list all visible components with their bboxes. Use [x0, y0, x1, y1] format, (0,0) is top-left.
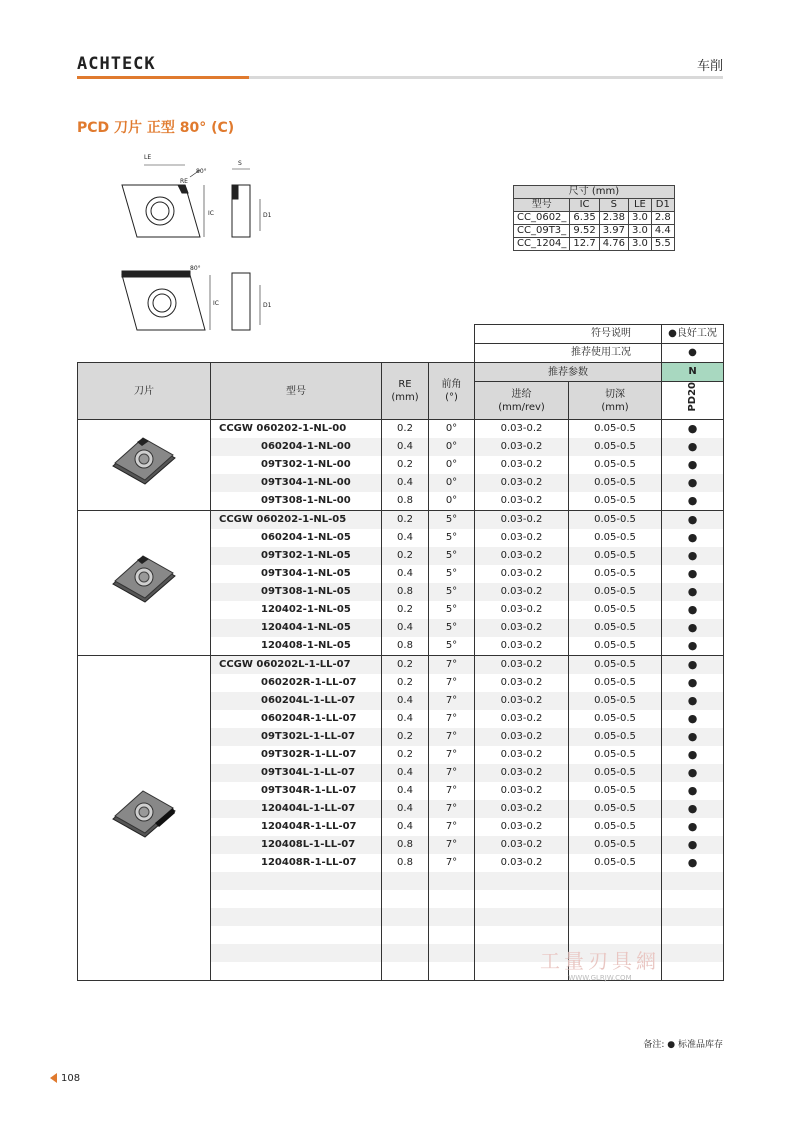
re-cell: 0.2: [382, 547, 429, 565]
grade-cell: [662, 872, 724, 890]
angle-cell: 7°: [429, 674, 475, 692]
insert-image-icon: [109, 432, 179, 492]
feed-cell: 0.03-0.2: [475, 511, 569, 530]
insert-image: [78, 420, 211, 511]
re-cell: 0.2: [382, 511, 429, 530]
re-cell: 0.8: [382, 836, 429, 854]
feed-cell: 0.03-0.2: [475, 728, 569, 746]
angle-cell: 0°: [429, 438, 475, 456]
model-cell: 09T308-1-NL-05: [211, 583, 382, 601]
dimension-cell: CC_1204_: [514, 238, 570, 251]
model-cell: [211, 926, 382, 944]
depth-cell: 0.05-0.5: [569, 583, 662, 601]
grade-cell: ●: [662, 565, 724, 583]
angle-cell: 0°: [429, 420, 475, 439]
feed-cell: 0.03-0.2: [475, 420, 569, 439]
table-row: [78, 511, 724, 530]
grade-cell: [662, 944, 724, 962]
angle-cell: 5°: [429, 619, 475, 637]
model-cell: [211, 908, 382, 926]
insert-drawing: [110, 145, 280, 340]
grade-cell: ●: [662, 583, 724, 601]
model-cell: 09T302R-1-LL-07: [211, 746, 382, 764]
dimension-cell: 4.76: [599, 238, 628, 251]
header-divider-line: [249, 76, 723, 79]
insert-image: [78, 511, 211, 656]
model-cell: 060204-1-NL-05: [211, 529, 382, 547]
depth-cell: 0.05-0.5: [569, 656, 662, 675]
depth-cell: 0.05-0.5: [569, 637, 662, 656]
col-angle: 前角 (°): [429, 363, 475, 420]
feed-cell: 0.03-0.2: [475, 529, 569, 547]
header-accent-line: [77, 76, 249, 79]
angle-cell: 7°: [429, 764, 475, 782]
angle-cell: [429, 962, 475, 981]
angle-cell: 5°: [429, 529, 475, 547]
re-cell: [382, 890, 429, 908]
legend-recommend-value: ●: [662, 344, 724, 363]
insert-image-icon: [109, 550, 179, 610]
feed-cell: 0.03-0.2: [475, 547, 569, 565]
model-cell: 09T304L-1-LL-07: [211, 764, 382, 782]
angle-cell: 7°: [429, 782, 475, 800]
grade-cell: ●: [662, 492, 724, 511]
model-cell: CCGW 060202-1-NL-05: [211, 511, 382, 530]
re-cell: 0.4: [382, 565, 429, 583]
re-cell: 0.2: [382, 746, 429, 764]
insert-spec-table: [77, 324, 724, 981]
grade-cell: ●: [662, 674, 724, 692]
legend-symbol-value: ●良好工况: [662, 325, 724, 344]
dimension-cell: 4.4: [651, 225, 674, 238]
model-cell: CCGW 060202L-1-LL-07: [211, 656, 382, 675]
re-cell: 0.4: [382, 800, 429, 818]
col-depth: 切深 (mm): [569, 382, 662, 420]
depth-cell: 0.05-0.5: [569, 619, 662, 637]
footnote: 备注: ● 标准品库存: [643, 1040, 723, 1050]
depth-cell: 0.05-0.5: [569, 420, 662, 439]
re-cell: 0.2: [382, 656, 429, 675]
dimension-cell: 3.0: [628, 212, 651, 225]
model-cell: 060202R-1-LL-07: [211, 674, 382, 692]
model-cell: 060204-1-NL-00: [211, 438, 382, 456]
model-cell: 09T304R-1-LL-07: [211, 782, 382, 800]
dimension-cell: 3.0: [628, 238, 651, 251]
depth-cell: 0.05-0.5: [569, 764, 662, 782]
grade-cell: ●: [662, 474, 724, 492]
depth-cell: 0.05-0.5: [569, 836, 662, 854]
angle-cell: [429, 926, 475, 944]
depth-cell: 0.05-0.5: [569, 674, 662, 692]
dimension-header: LE: [628, 199, 651, 212]
s-label: S: [238, 160, 242, 167]
re-cell: [382, 962, 429, 981]
grade-cell: ●: [662, 547, 724, 565]
depth-cell: [569, 926, 662, 944]
feed-cell: 0.03-0.2: [475, 692, 569, 710]
dimension-cell: 6.35: [570, 212, 599, 225]
feed-cell: 0.03-0.2: [475, 818, 569, 836]
angle-label: 80°: [196, 168, 207, 175]
dimension-cell: 3.0: [628, 225, 651, 238]
model-cell: 09T302-1-NL-00: [211, 456, 382, 474]
grade-cell: ●: [662, 818, 724, 836]
model-cell: 120404L-1-LL-07: [211, 800, 382, 818]
model-cell: [211, 962, 382, 981]
model-cell: 120404R-1-LL-07: [211, 818, 382, 836]
re-cell: 0.8: [382, 583, 429, 601]
grade-cell: [662, 890, 724, 908]
feed-cell: [475, 890, 569, 908]
model-cell: CCGW 060202-1-NL-00: [211, 420, 382, 439]
grade-cell: ●: [662, 438, 724, 456]
angle-cell: 7°: [429, 692, 475, 710]
angle-cell: 5°: [429, 547, 475, 565]
feed-cell: [475, 872, 569, 890]
re-cell: 0.8: [382, 637, 429, 656]
depth-cell: [569, 872, 662, 890]
re-cell: 0.4: [382, 692, 429, 710]
grade-cell: ●: [662, 601, 724, 619]
model-cell: 09T304-1-NL-00: [211, 474, 382, 492]
table-row: [78, 656, 724, 675]
page-number: 108: [50, 1073, 80, 1084]
d1-label: D1: [263, 212, 272, 219]
insert-image: [78, 656, 211, 981]
depth-cell: 0.05-0.5: [569, 547, 662, 565]
depth-cell: 0.05-0.5: [569, 601, 662, 619]
re-cell: 0.8: [382, 492, 429, 511]
feed-cell: 0.03-0.2: [475, 710, 569, 728]
dimension-header: S: [599, 199, 628, 212]
re-cell: [382, 908, 429, 926]
feed-cell: 0.03-0.2: [475, 782, 569, 800]
dimension-row: [514, 225, 675, 238]
dimension-header: IC: [570, 199, 599, 212]
feed-cell: 0.03-0.2: [475, 601, 569, 619]
grade-cell: ●: [662, 511, 724, 530]
re-cell: [382, 944, 429, 962]
page-title: PCD 刀片 正型 80° (C): [77, 120, 235, 136]
angle-cell: 7°: [429, 818, 475, 836]
angle-label-2: 80°: [190, 265, 201, 272]
ic-label-2: IC: [213, 300, 219, 307]
model-cell: 120402-1-NL-05: [211, 601, 382, 619]
angle-cell: 7°: [429, 656, 475, 675]
angle-cell: 5°: [429, 637, 475, 656]
angle-cell: 5°: [429, 601, 475, 619]
legend-params-label: 推荐参数: [475, 363, 662, 382]
feed-cell: 0.03-0.2: [475, 474, 569, 492]
watermark: 工量刃具網 WWW.GLRJW.COM: [540, 949, 660, 982]
insert-image-icon: [109, 785, 179, 845]
grade-cell: ●: [662, 656, 724, 675]
grade-cell: ●: [662, 746, 724, 764]
re-cell: 0.4: [382, 710, 429, 728]
depth-cell: 0.05-0.5: [569, 511, 662, 530]
depth-cell: 0.05-0.5: [569, 474, 662, 492]
grade-cell: ●: [662, 836, 724, 854]
dimension-cell: 2.8: [651, 212, 674, 225]
dimension-header: D1: [651, 199, 674, 212]
dimension-cell: 5.5: [651, 238, 674, 251]
angle-cell: [429, 908, 475, 926]
depth-cell: [569, 890, 662, 908]
angle-cell: [429, 890, 475, 908]
section-label: 车削: [696, 59, 723, 74]
grade-cell: ●: [662, 637, 724, 656]
feed-cell: 0.03-0.2: [475, 674, 569, 692]
depth-cell: 0.05-0.5: [569, 565, 662, 583]
col-insert: 刀片: [78, 363, 211, 420]
dimension-cell: 12.7: [570, 238, 599, 251]
grade-cell: ●: [662, 800, 724, 818]
depth-cell: 0.05-0.5: [569, 692, 662, 710]
feed-cell: 0.03-0.2: [475, 746, 569, 764]
dimension-cell: CC_0602_: [514, 212, 570, 225]
feed-cell: 0.03-0.2: [475, 637, 569, 656]
re-cell: 0.4: [382, 474, 429, 492]
depth-cell: 0.05-0.5: [569, 529, 662, 547]
feed-cell: [475, 908, 569, 926]
grade-cell: ●: [662, 420, 724, 439]
re-cell: [382, 926, 429, 944]
re-cell: 0.2: [382, 601, 429, 619]
re-cell: 0.4: [382, 619, 429, 637]
angle-cell: 0°: [429, 456, 475, 474]
feed-cell: 0.03-0.2: [475, 438, 569, 456]
re-cell: 0.4: [382, 782, 429, 800]
angle-cell: 5°: [429, 583, 475, 601]
model-cell: 120408-1-NL-05: [211, 637, 382, 656]
model-cell: 09T302L-1-LL-07: [211, 728, 382, 746]
dimension-caption: 尺寸 (mm): [514, 186, 675, 199]
model-cell: [211, 872, 382, 890]
depth-cell: 0.05-0.5: [569, 800, 662, 818]
grade-cell: ●: [662, 854, 724, 872]
angle-cell: 0°: [429, 492, 475, 511]
depth-cell: 0.05-0.5: [569, 728, 662, 746]
feed-cell: 0.03-0.2: [475, 565, 569, 583]
grade-cell: ●: [662, 529, 724, 547]
re-cell: 0.2: [382, 674, 429, 692]
feed-cell: 0.03-0.2: [475, 583, 569, 601]
feed-cell: 0.03-0.2: [475, 800, 569, 818]
col-grade: PD20: [662, 382, 724, 420]
angle-cell: 7°: [429, 710, 475, 728]
angle-cell: 5°: [429, 565, 475, 583]
model-cell: 060204L-1-LL-07: [211, 692, 382, 710]
model-cell: 09T304-1-NL-05: [211, 565, 382, 583]
angle-cell: [429, 872, 475, 890]
model-cell: 120408R-1-LL-07: [211, 854, 382, 872]
grade-cell: [662, 908, 724, 926]
depth-cell: 0.05-0.5: [569, 854, 662, 872]
legend-recommend-label: 推荐使用工况: [475, 344, 662, 363]
depth-cell: 0.05-0.5: [569, 710, 662, 728]
re-cell: 0.4: [382, 438, 429, 456]
feed-cell: 0.03-0.2: [475, 656, 569, 675]
model-cell: [211, 890, 382, 908]
col-re: RE (mm): [382, 363, 429, 420]
grade-cell: ●: [662, 710, 724, 728]
depth-cell: [569, 908, 662, 926]
brand-logo: ACHTECK: [77, 54, 156, 74]
angle-cell: 5°: [429, 511, 475, 530]
feed-cell: 0.03-0.2: [475, 619, 569, 637]
grade-cell: ●: [662, 692, 724, 710]
depth-cell: 0.05-0.5: [569, 782, 662, 800]
grade-cell: ●: [662, 456, 724, 474]
feed-cell: 0.03-0.2: [475, 764, 569, 782]
dimension-cell: CC_09T3_: [514, 225, 570, 238]
depth-cell: 0.05-0.5: [569, 438, 662, 456]
grade-cell: [662, 962, 724, 981]
ic-label: IC: [208, 210, 214, 217]
angle-cell: 7°: [429, 746, 475, 764]
dimension-header: 型号: [514, 199, 570, 212]
dimension-table: [513, 185, 675, 251]
legend-symbol-label: 符号说明: [475, 325, 662, 344]
feed-cell: 0.03-0.2: [475, 456, 569, 474]
d1-label-2: D1: [263, 302, 272, 309]
table-row: [78, 420, 724, 439]
model-cell: 09T302-1-NL-05: [211, 547, 382, 565]
re-cell: 0.4: [382, 529, 429, 547]
feed-cell: 0.03-0.2: [475, 836, 569, 854]
depth-cell: 0.05-0.5: [569, 492, 662, 511]
legend-params-value: N: [662, 363, 724, 382]
angle-cell: [429, 944, 475, 962]
re-cell: 0.8: [382, 854, 429, 872]
dimension-row: [514, 212, 675, 225]
grade-cell: [662, 926, 724, 944]
angle-cell: 0°: [429, 474, 475, 492]
feed-cell: 0.03-0.2: [475, 854, 569, 872]
angle-cell: 7°: [429, 836, 475, 854]
model-cell: 120404-1-NL-05: [211, 619, 382, 637]
feed-cell: [475, 926, 569, 944]
grade-cell: ●: [662, 619, 724, 637]
re-cell: 0.4: [382, 764, 429, 782]
re-cell: [382, 872, 429, 890]
re-cell: 0.2: [382, 420, 429, 439]
angle-cell: 7°: [429, 800, 475, 818]
re-cell: 0.2: [382, 456, 429, 474]
depth-cell: 0.05-0.5: [569, 818, 662, 836]
le-label: LE: [144, 154, 152, 161]
grade-cell: ●: [662, 728, 724, 746]
re-cell: 0.2: [382, 728, 429, 746]
angle-cell: 7°: [429, 854, 475, 872]
dimension-cell: 9.52: [570, 225, 599, 238]
model-cell: 060204R-1-LL-07: [211, 710, 382, 728]
re-label: RE: [180, 178, 188, 185]
dimension-row: [514, 238, 675, 251]
dimension-cell: 3.97: [599, 225, 628, 238]
grade-cell: ●: [662, 782, 724, 800]
depth-cell: 0.05-0.5: [569, 456, 662, 474]
col-feed: 进给 (mm/rev): [475, 382, 569, 420]
model-cell: [211, 944, 382, 962]
angle-cell: 7°: [429, 728, 475, 746]
grade-cell: ●: [662, 764, 724, 782]
col-model: 型号: [211, 363, 382, 420]
depth-cell: 0.05-0.5: [569, 746, 662, 764]
model-cell: 120408L-1-LL-07: [211, 836, 382, 854]
feed-cell: 0.03-0.2: [475, 492, 569, 511]
re-cell: 0.4: [382, 818, 429, 836]
dimension-cell: 2.38: [599, 212, 628, 225]
model-cell: 09T308-1-NL-00: [211, 492, 382, 511]
page-arrow-icon: [50, 1073, 57, 1083]
